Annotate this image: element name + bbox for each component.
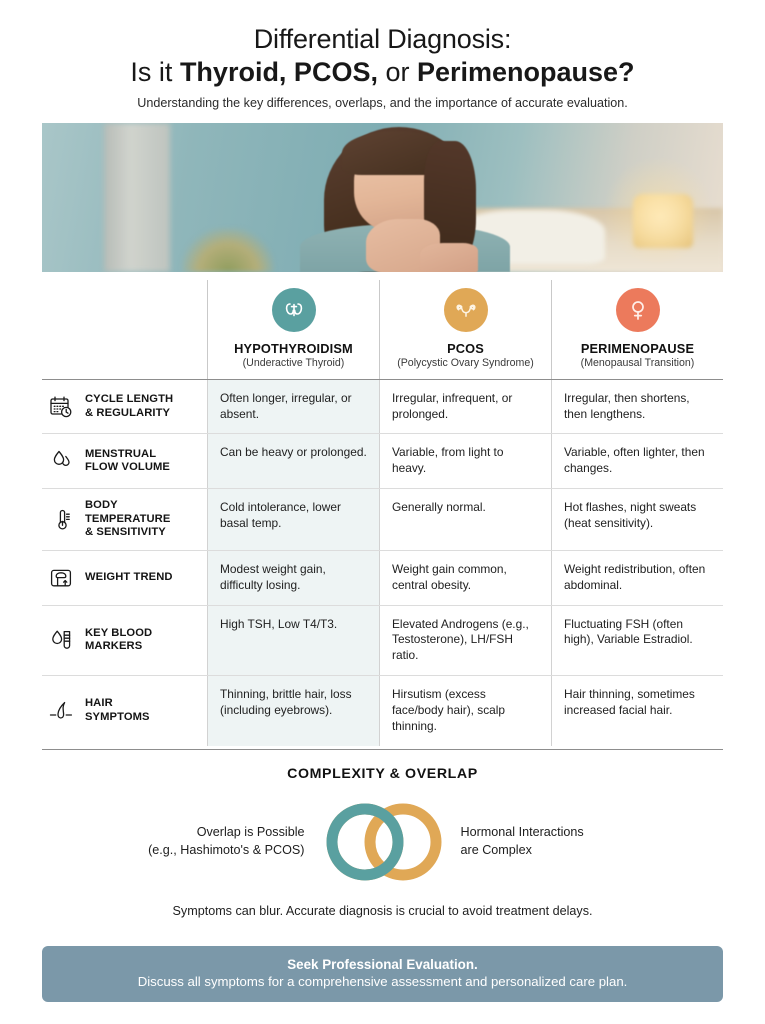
row-label-text: KEY BLOOD MARKERS xyxy=(85,626,153,653)
table-header-row xyxy=(42,280,723,380)
cell-hypothyroidism: Modest weight gain, difficulty losing. xyxy=(207,551,379,605)
blood-test-icon xyxy=(46,627,76,653)
row-label-body-temperature xyxy=(42,489,207,550)
cell-perimenopause: Hot flashes, night sweats (heat sensitivity). xyxy=(551,489,723,550)
row-label-hair-symptoms xyxy=(42,676,207,745)
hero-lamp-glow xyxy=(603,156,713,266)
thyroid-icon xyxy=(272,288,316,332)
column-header-perimenopause xyxy=(551,280,723,379)
venn-left-line1: Overlap is Possible xyxy=(196,825,305,840)
table-row xyxy=(42,380,723,435)
complexity-section xyxy=(42,750,723,918)
column-title: PCOS xyxy=(447,340,484,356)
cta-banner xyxy=(42,946,723,1002)
row-label-text: CYCLE LENGTH & REGULARITY xyxy=(85,392,174,419)
row-label-text: MENSTRUAL FLOW VOLUME xyxy=(85,447,170,474)
hero-plant xyxy=(182,228,274,272)
cta-headline: Seek Professional Evaluation. xyxy=(287,957,478,972)
cell-hypothyroidism: Thinning, brittle hair, loss (including eyebrows). xyxy=(207,676,379,745)
page-title-line1: Differential Diagnosis: xyxy=(253,24,512,54)
table-row xyxy=(42,551,723,606)
column-header-hypothyroidism xyxy=(207,280,379,379)
cell-pcos: Elevated Androgens (e.g., Testosterone), LH/FSH ratio. xyxy=(379,606,551,675)
hero-hand-lower xyxy=(420,243,478,272)
cell-pcos: Irregular, infrequent, or prolonged. xyxy=(379,380,551,434)
calendar-clock-icon xyxy=(46,394,76,420)
venn-caption-left xyxy=(94,824,319,859)
table-row xyxy=(42,606,723,676)
title-pre: Is it xyxy=(130,56,180,87)
table-row xyxy=(42,434,723,489)
venn-row xyxy=(42,796,723,888)
row-label-text: BODY TEMPERATURE & SENSITIVITY xyxy=(85,499,171,539)
column-subtitle: (Polycystic Ovary Syndrome) xyxy=(397,356,534,369)
cell-pcos: Hirsutism (excess face/body hair), scalp thinning. xyxy=(379,676,551,745)
thermometer-icon xyxy=(46,507,76,533)
title-bold-1: Thyroid, PCOS, xyxy=(179,56,378,87)
complexity-blurb: Symptoms can blur. Accurate diagnosis is crucial to avoid treatment delays. xyxy=(172,903,593,918)
hero-photo xyxy=(42,123,723,272)
venn-right-line2: are Complex xyxy=(460,842,532,857)
title-block xyxy=(42,0,723,110)
cell-pcos: Weight gain common, central obesity. xyxy=(379,551,551,605)
column-title: PERIMENOPAUSE xyxy=(580,340,695,356)
row-label-weight-trend xyxy=(42,551,207,605)
cta-subtext: Discuss all symptoms for a comprehensive assessment and personalized care plan. xyxy=(137,974,628,989)
complexity-title: COMPLEXITY & OVERLAP xyxy=(287,765,478,782)
cell-hypothyroidism: High TSH, Low T4/T3. xyxy=(207,606,379,675)
column-header-pcos xyxy=(379,280,551,379)
venn-caption-right xyxy=(447,824,672,859)
cell-perimenopause: Irregular, then shortens, then lengthens. xyxy=(551,380,723,434)
column-title: HYPOTHYROIDISM xyxy=(234,340,353,356)
cell-hypothyroidism: Cold intolerance, lower basal temp. xyxy=(207,489,379,550)
comparison-table xyxy=(42,280,723,746)
cell-hypothyroidism: Can be heavy or prolonged. xyxy=(207,434,379,488)
overlap-rings-diagram xyxy=(319,796,447,888)
venn-left-line2: (e.g., Hashimoto's & PCOS) xyxy=(148,842,305,857)
hero-curtain xyxy=(104,123,170,272)
row-label-cycle-length xyxy=(42,380,207,434)
uterus-icon xyxy=(444,288,488,332)
cell-pcos: Variable, from light to heavy. xyxy=(379,434,551,488)
cell-perimenopause: Weight redistribution, often abdominal. xyxy=(551,551,723,605)
cell-perimenopause: Variable, often lighter, then changes. xyxy=(551,434,723,488)
page-subtitle: Understanding the key differences, overlaps, and the importance of accurate evaluation. xyxy=(137,95,628,110)
hair-follicle-icon xyxy=(46,698,76,724)
row-label-key-blood-markers xyxy=(42,606,207,675)
column-subtitle: (Underactive Thyroid) xyxy=(242,356,345,369)
page-title-line2 xyxy=(42,57,723,89)
weight-scale-icon xyxy=(46,565,76,591)
table-row xyxy=(42,489,723,551)
row-label-text: HAIR SYMPTOMS xyxy=(85,697,150,723)
cell-pcos: Generally normal. xyxy=(379,489,551,550)
title-bold-2: Perimenopause? xyxy=(416,56,635,87)
column-subtitle: (Menopausal Transition) xyxy=(580,356,695,369)
row-label-text: WEIGHT TREND xyxy=(85,571,173,583)
row-label-menstrual-flow xyxy=(42,434,207,488)
venn-right-line1: Hormonal Interactions xyxy=(460,825,584,840)
table-header-spacer xyxy=(42,280,207,379)
cell-hypothyroidism: Often longer, irregular, or absent. xyxy=(207,380,379,434)
venus-icon xyxy=(616,288,660,332)
cell-perimenopause: Fluctuating FSH (often high), Variable Estradiol. xyxy=(551,606,723,675)
title-mid: or xyxy=(377,56,417,87)
water-drops-icon xyxy=(46,448,76,474)
cell-perimenopause: Hair thinning, sometimes increased facial hair. xyxy=(551,676,723,745)
table-row xyxy=(42,676,723,745)
